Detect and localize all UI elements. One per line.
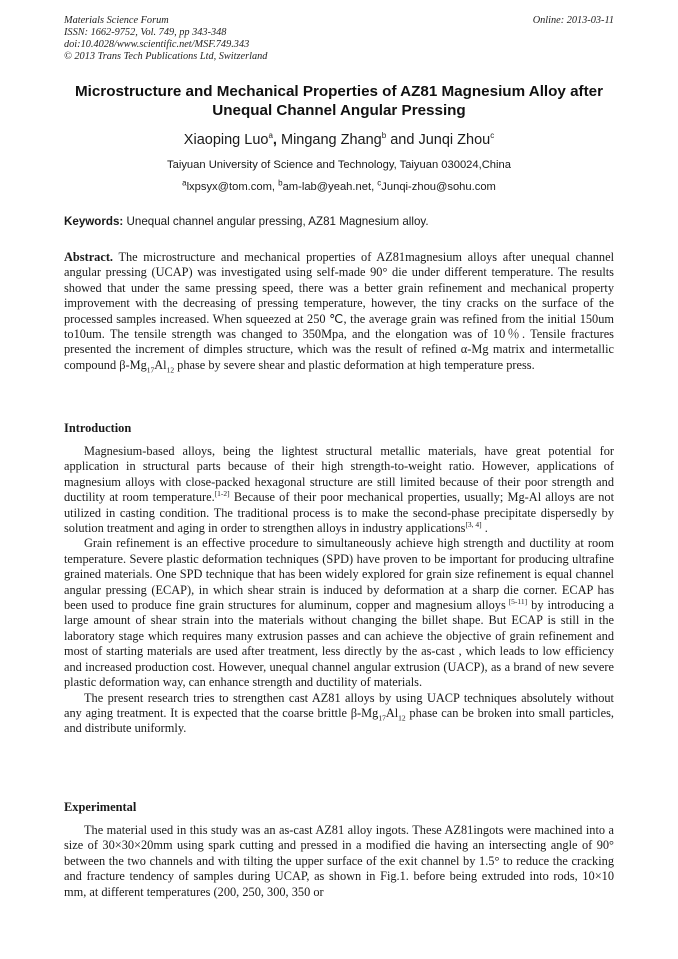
paragraph-text: Grain refinement is an effective procedure to simultaneously achieve high strength and ductility at room temperature. Severe plastic deformation techniques (SPD) have proven to be important for producing ultrafine grained materials. One SPD technique that has been widely explored for grain size refinement is equal channel angular pressing (ECAP), in which shear strain is induced by deformation at a sharp die corner. ECAP has been used to produce fine grain structures for aluminum, copper and magnesium alloys: [64, 536, 614, 613]
email-list: [64, 180, 614, 194]
author-name: Xiaoping Luo: [183, 132, 269, 148]
author-mark: a: [268, 131, 273, 141]
author-name: Mingang Zhang: [280, 132, 382, 148]
keywords-text: Unequal channel angular pressing, AZ81 Magnesium alloy.: [126, 215, 429, 228]
email-separator: ,: [271, 181, 279, 193]
keywords-label: Keywords:: [64, 215, 124, 228]
author-mark: c: [490, 131, 495, 141]
paragraph-text: phase can be broken into small particles, and distribute uniformly.: [64, 705, 614, 736]
email-mark: c: [377, 178, 382, 188]
paragraph-text: Al: [385, 705, 399, 720]
paragraph: [64, 536, 614, 690]
journal-name: Materials Science Forum: [64, 15, 169, 26]
paragraph-text: The present research tries to strengthen cast AZ81 alloys by using UACP techniques absolutely without any aging treatment. It is expected that the coarse brittle β-Mg: [64, 690, 614, 720]
online-date: Online: 2013-03-11: [532, 15, 614, 26]
abstract-text: The microstructure and mechanical properties of AZ81magnesium alloys after unequal channel angular pressing (UCAP) was investigated using self-made 90° die under different temperature. The results showed that under the same pressing speed, there was a better grain refinement and mechanical property improvement with the decreasing of pressing temperature, however, the tiny cracks on the surface of the processed samples increased. When squeezed at 250 ℃, the average grain was refined from the initial 150um to10um. The tensile strength was changed to 350Mpa, and the elongation was of 10％. Tensile fractures presented the increment of dimples structure, which was the result of refined α-Mg matrix and intermetallic compound β-Mg: [64, 250, 614, 372]
email-mark: a: [182, 178, 187, 188]
subscript: 17: [146, 365, 155, 375]
abstract-label: Abstract.: [64, 250, 114, 264]
paragraph: [64, 444, 614, 536]
subscript: 12: [398, 713, 406, 723]
subscript: 17: [378, 713, 386, 723]
keywords: [64, 215, 616, 229]
paragraph-text: Magnesium-based alloys, being the lightest structural metallic materials, have great potential for application in structural parts because of their high strength-to-weight ratio. However, applications of magnesium alloys with close-packed hexagonal structure are still limited because of their poor strength and ductility at room temperature.: [64, 444, 614, 505]
paper-title: Microstructure and Mechanical Properties of AZ81 Magnesium Alloy after Unequal Channel Angular Pressing: [74, 83, 604, 119]
affiliation: Taiyuan University of Science and Technology, Taiyuan 030024,China: [167, 159, 511, 171]
journal-header: [64, 15, 267, 63]
paragraph-text: .: [481, 521, 488, 536]
experimental-body: [64, 823, 614, 900]
email-address[interactable]: Junqi-zhou@sohu.com: [381, 181, 496, 193]
subscript: 12: [166, 365, 175, 375]
author-name: Junqi Zhou: [418, 132, 491, 148]
introduction-body: [64, 444, 614, 737]
author-mark: b: [381, 131, 387, 141]
paragraph: The material used in this study was an as-cast AZ81 alloy ingots. These AZ81ingots were machined into a size of 30×30×20mm using spark cutting and pressed in a modified die having an intersecting angle of 90° between the two channels and with tilting the upper surface of the exit channel by 1.5° to reduce the cracking and fracture tendency of samples during UCAP, as shown in Fig.1. before being extruded into rods, 10×10 mm, at different temperatures (200, 250, 300, 350 or: [64, 823, 614, 899]
author-separator: ,: [272, 132, 281, 148]
paragraph: [64, 691, 614, 737]
email-address[interactable]: am-lab@yeah.net: [282, 181, 372, 193]
copyright-line: © 2013 Trans Tech Publications Ltd, Switzerland: [64, 51, 268, 62]
doi-line: doi:10.4028/www.scientific.net/MSF.749.343: [64, 39, 250, 50]
email-separator: ,: [371, 181, 378, 193]
abstract-text: phase by severe shear and plastic deformation at high temperature press.: [174, 357, 535, 372]
author-separator: and: [386, 132, 419, 148]
author-list: [64, 131, 614, 149]
section-heading-experimental: Experimental: [64, 800, 137, 814]
abstract-text: Al: [154, 357, 167, 372]
citation[interactable]: [1-2]: [214, 489, 230, 499]
email-mark: b: [278, 178, 283, 188]
issn-line: ISSN: 1662-9752, Vol. 749, pp 343-348: [64, 27, 227, 38]
citation[interactable]: [3, 4]: [465, 519, 482, 529]
paragraph-text: by introducing a large amount of shear strain into the materials without changing the billet shape. But ECAP is still in the laboratory stage which requires many extrusion passes and can achieve the objective of grain refinement and most of starting materials are used after treatment, less directly by the as-cast , which leads to low efficiency and increased production cost. However, unequal channel angular extrusion (UACP), as a brand of new severe plastic deformation way, can enhance strength and ductility of materials.: [64, 598, 614, 690]
section-heading-introduction: Introduction: [64, 421, 132, 435]
paragraph-text: Because of their poor mechanical properties, usually; Mg-Al alloys are not utilized in casting condition. The traditional process is to make the second-phase precipitate dispersedly by solution treatment and aging in order to strengthen alloys in industry applications: [64, 490, 614, 536]
abstract: [64, 250, 614, 373]
email-address[interactable]: lxpsyx@tom.com: [186, 181, 272, 193]
citation[interactable]: [5-11]: [505, 596, 528, 606]
